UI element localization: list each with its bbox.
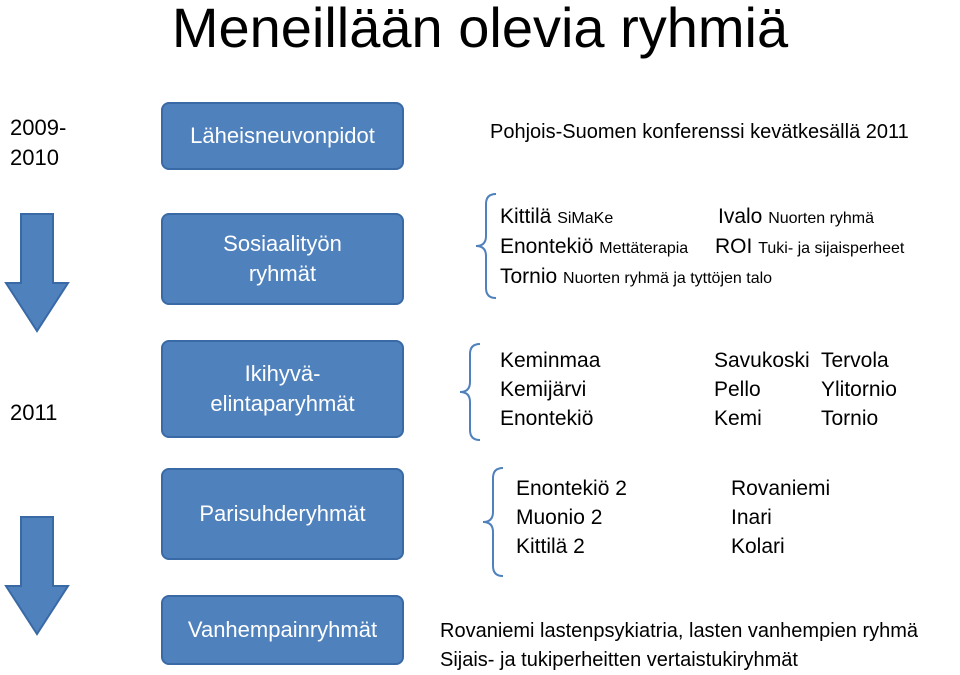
list-item: Kemijärvi	[500, 378, 587, 401]
group-tornio	[500, 262, 772, 293]
list-item: Tervola	[821, 349, 889, 372]
list-item: Inari	[731, 506, 772, 529]
group-kittila	[500, 202, 613, 233]
box-sosiaalityon-ryhmat	[161, 213, 404, 305]
list-item: Ylitornio	[821, 378, 897, 401]
list-item: Tornio	[821, 407, 879, 430]
box-label: Vanhempainryhmät	[187, 617, 378, 642]
group-place: ROI	[715, 235, 753, 258]
group-ivalo	[718, 202, 874, 233]
box-label-line1: Ikihyvä-	[244, 361, 321, 386]
place-list-col1	[516, 474, 627, 561]
place-list-col1	[500, 346, 600, 433]
down-arrow-icon	[4, 516, 70, 636]
group-desc: Nuorten ryhmä	[768, 210, 875, 227]
list-item: Enontekiö	[500, 407, 594, 430]
vanhempain-list	[440, 617, 918, 675]
list-item: Rovaniemi	[731, 477, 831, 500]
place-list-col3	[821, 346, 897, 433]
year-label-line2: 2010	[10, 145, 59, 170]
box-laheisneuvonpidot	[161, 102, 404, 170]
box-label: Läheisneuvonpidot	[190, 123, 375, 148]
group-desc: Tuki- ja sijaisperheet	[758, 240, 905, 257]
list-item: Savukoski	[714, 349, 810, 372]
brace-icon	[474, 192, 498, 300]
list-item: Pello	[714, 378, 761, 401]
group-place: Enontekiö	[500, 235, 594, 258]
box-label-line2: ryhmät	[248, 261, 317, 286]
list-item: Rovaniemi lastenpsykiatria, lasten vanhempien ryhmä	[440, 620, 919, 642]
brace-icon	[458, 342, 482, 442]
list-item: Kemi	[714, 407, 762, 430]
year-2009-2010	[10, 113, 66, 173]
group-place: Kittilä	[500, 205, 552, 228]
group-enontekio	[500, 232, 688, 263]
group-desc: SiMaKe	[557, 210, 614, 227]
box-parisuhderyhmat	[161, 468, 404, 560]
list-item: Enontekiö 2	[516, 477, 627, 500]
list-item: Kolari	[731, 535, 785, 558]
down-arrow-icon	[4, 213, 70, 333]
place-list-col2	[731, 474, 830, 561]
list-item: Muonio 2	[516, 506, 603, 529]
place-list-col2	[714, 346, 810, 433]
laheis-note: Pohjois-Suomen konferenssi kevätkesällä 2011	[490, 121, 909, 143]
page-title: Meneillään olevia ryhmiä	[171, 0, 789, 59]
box-ikihyva-elintaparyhmat	[161, 340, 404, 438]
group-place: Ivalo	[718, 205, 763, 228]
year-label-line1: 2009-	[10, 115, 67, 140]
group-place: Tornio	[500, 265, 558, 288]
list-item: Kittilä 2	[516, 535, 585, 558]
year-2011: 2011	[10, 400, 58, 425]
list-item: Sijais- ja tukiperheitten vertaistukiryhmät	[440, 649, 798, 671]
box-label: Parisuhderyhmät	[199, 501, 366, 526]
group-roi	[715, 232, 904, 263]
box-vanhempainryhmat	[161, 595, 404, 665]
list-item: Keminmaa	[500, 349, 601, 372]
brace-icon	[481, 466, 505, 578]
box-label-line1: Sosiaalityön	[223, 231, 342, 256]
group-desc: Mettäterapia	[599, 240, 689, 257]
box-label-line2: elintaparyhmät	[210, 391, 355, 416]
group-desc: Nuorten ryhmä ja tyttöjen talo	[563, 270, 773, 287]
